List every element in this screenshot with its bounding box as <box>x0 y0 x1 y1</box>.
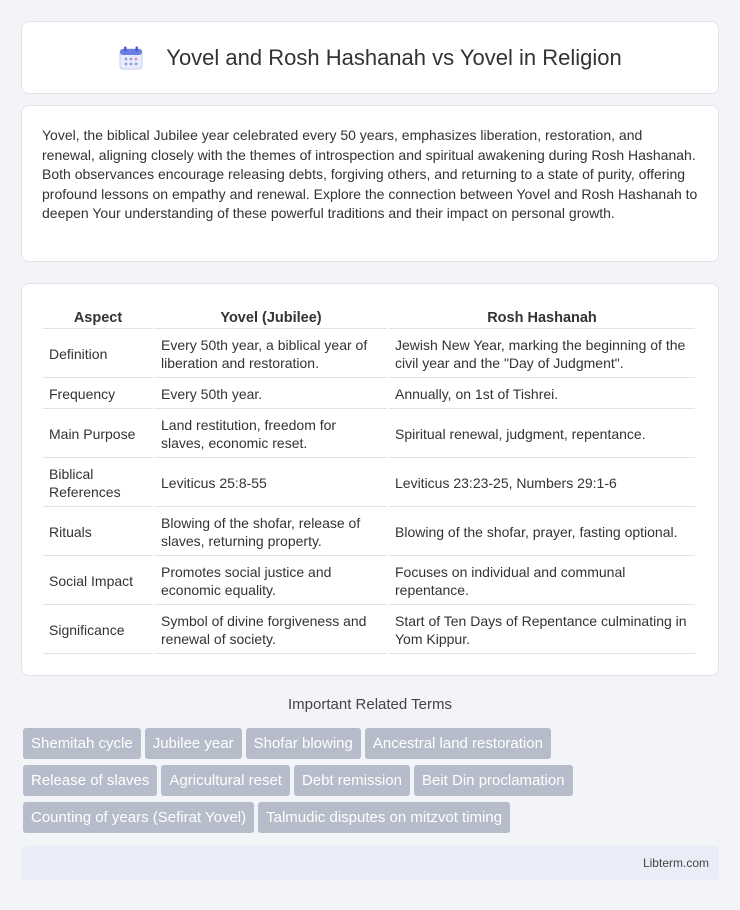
yovel-cell: Leviticus 25:8-55 <box>155 460 387 507</box>
page-footer <box>21 846 719 880</box>
related-term-tag[interactable]: Shemitah cycle <box>23 728 141 759</box>
related-term-tag[interactable]: Shofar blowing <box>246 728 361 759</box>
table-row <box>43 558 695 605</box>
related-term-tag[interactable]: Beit Din proclamation <box>414 765 573 796</box>
aspect-cell: Biblical References <box>43 460 153 507</box>
rosh-hashanah-cell: Focuses on individual and communal repentance. <box>389 558 695 605</box>
column-header-aspect: Aspect <box>43 306 153 329</box>
aspect-cell: Frequency <box>43 380 153 409</box>
yovel-cell: Every 50th year. <box>155 380 387 409</box>
rosh-hashanah-cell: Jewish New Year, marking the beginning of the civil year and the "Day of Judgment". <box>389 331 695 378</box>
aspect-cell: Significance <box>43 607 153 654</box>
column-header-rosh-hashanah: Rosh Hashanah <box>389 306 695 329</box>
related-term-tag[interactable]: Debt remission <box>294 765 410 796</box>
intro-card <box>21 105 719 262</box>
footer-brand[interactable]: Libterm.com <box>642 856 709 870</box>
page-header <box>21 21 719 94</box>
intro-text: Yovel, the biblical Jubilee year celebrated every 50 years, emphasizes liberation, restoration, and renewal, aligning closely with the themes of introspection and spiritual awakening during Rosh Hashanah. Both observances encourage releasing debts, forgiving others, and returning to a state of purity, offering profound lessons on empathy and renewal. Explore the connection between Yovel and Rosh Hashanah to deepen Your understanding of these powerful traditions and their impact on personal growth. <box>42 127 698 221</box>
rosh-hashanah-cell: Leviticus 23:23-25, Numbers 29:1-6 <box>389 460 695 507</box>
rosh-hashanah-cell: Blowing of the shofar, prayer, fasting optional. <box>389 509 695 556</box>
yovel-cell: Symbol of divine forgiveness and renewal of society. <box>155 607 387 654</box>
related-terms-title: Important Related Terms <box>288 696 452 713</box>
rosh-hashanah-cell: Spiritual renewal, judgment, repentance. <box>389 411 695 458</box>
table-row <box>43 509 695 556</box>
yovel-cell: Promotes social justice and economic equality. <box>155 558 387 605</box>
rosh-hashanah-cell: Start of Ten Days of Repentance culminating in Yom Kippur. <box>389 607 695 654</box>
table-row <box>43 411 695 458</box>
comparison-card <box>21 283 719 676</box>
page-title: Yovel and Rosh Hashanah vs Yovel in Religion <box>166 44 622 70</box>
yovel-cell: Land restitution, freedom for slaves, economic reset. <box>155 411 387 458</box>
related-term-tag[interactable]: Agricultural reset <box>161 765 290 796</box>
related-term-tag[interactable]: Jubilee year <box>145 728 242 759</box>
column-header-yovel: Yovel (Jubilee) <box>155 306 387 329</box>
table-header-row <box>43 306 695 329</box>
related-term-tag[interactable]: Ancestral land restoration <box>365 728 551 759</box>
related-terms-list <box>23 728 723 839</box>
related-term-tag[interactable]: Talmudic disputes on mitzvot timing <box>258 802 510 833</box>
aspect-cell: Social Impact <box>43 558 153 605</box>
table-row <box>43 607 695 654</box>
yovel-cell: Every 50th year, a biblical year of liberation and restoration. <box>155 331 387 378</box>
table-row <box>43 331 695 378</box>
calendar-icon <box>118 45 144 71</box>
aspect-cell: Rituals <box>43 509 153 556</box>
related-term-tag[interactable]: Counting of years (Sefirat Yovel) <box>23 802 254 833</box>
rosh-hashanah-cell: Annually, on 1st of Tishrei. <box>389 380 695 409</box>
table-row <box>43 460 695 507</box>
aspect-cell: Main Purpose <box>43 411 153 458</box>
aspect-cell: Definition <box>43 331 153 378</box>
comparison-table <box>41 304 697 656</box>
table-row <box>43 380 695 409</box>
related-term-tag[interactable]: Release of slaves <box>23 765 157 796</box>
yovel-cell: Blowing of the shofar, release of slaves, returning property. <box>155 509 387 556</box>
